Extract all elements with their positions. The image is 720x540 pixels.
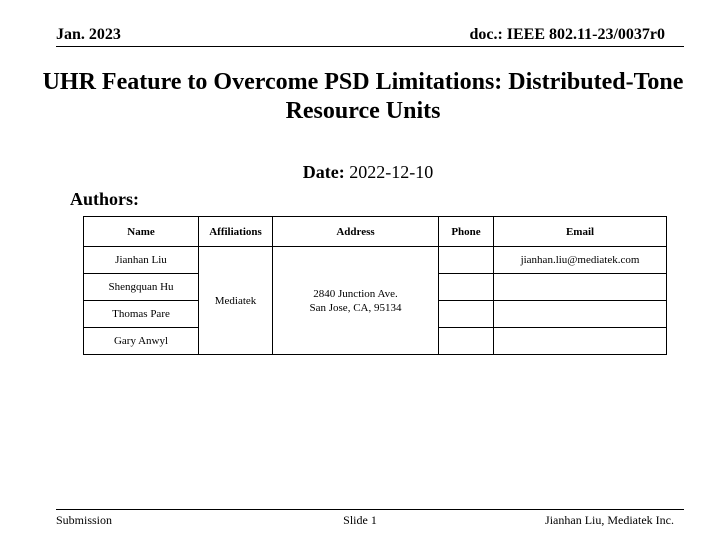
author-phone [439,301,494,328]
authors-label: Authors: [70,189,140,209]
author-email: jianhan.liu@mediatek.com [494,247,667,274]
slide-title-line2: Resource Units [285,98,441,124]
author-name: Gary Anwyl [84,328,199,355]
table-header-row [84,217,667,247]
authors-table [83,216,667,355]
address-line1: 2840 Junction Ave. [313,287,398,300]
footer-divider [56,509,684,510]
author-phone [439,328,494,355]
address-line2: San Jose, CA, 95134 [309,301,402,314]
header-phone: Phone [439,217,494,247]
header-divider [56,46,684,47]
footer-author: Jianhan Liu, Mediatek Inc. [545,513,674,527]
author-email [494,328,667,355]
author-name: Jianhan Liu [84,247,199,274]
date-line [0,162,720,183]
footer-slide-number: Slide 1 [343,513,377,527]
footer-submission: Submission [56,513,113,527]
slide-title-line1: UHR Feature to Overcome PSD Limitations: Distributed-Tone [42,69,684,95]
header-address: Address [273,217,439,247]
author-email [494,301,667,328]
author-phone [439,274,494,301]
header-date: Jan. 2023 [56,26,121,43]
author-address [273,247,439,355]
header-affiliations: Affiliations [199,217,273,247]
slide-title [20,68,706,126]
author-name: Shengquan Hu [84,274,199,301]
header-email: Email [494,217,667,247]
table-row [84,247,667,274]
author-affiliation: Mediatek [199,247,273,355]
date-label: Date: [302,162,345,182]
header-name: Name [84,217,199,247]
date-value: 2022-12-10 [344,162,434,182]
author-email [494,274,667,301]
author-name: Thomas Pare [84,301,199,328]
author-phone [439,247,494,274]
header-doc-id: doc.: IEEE 802.11-23/0037r0 [469,26,665,43]
